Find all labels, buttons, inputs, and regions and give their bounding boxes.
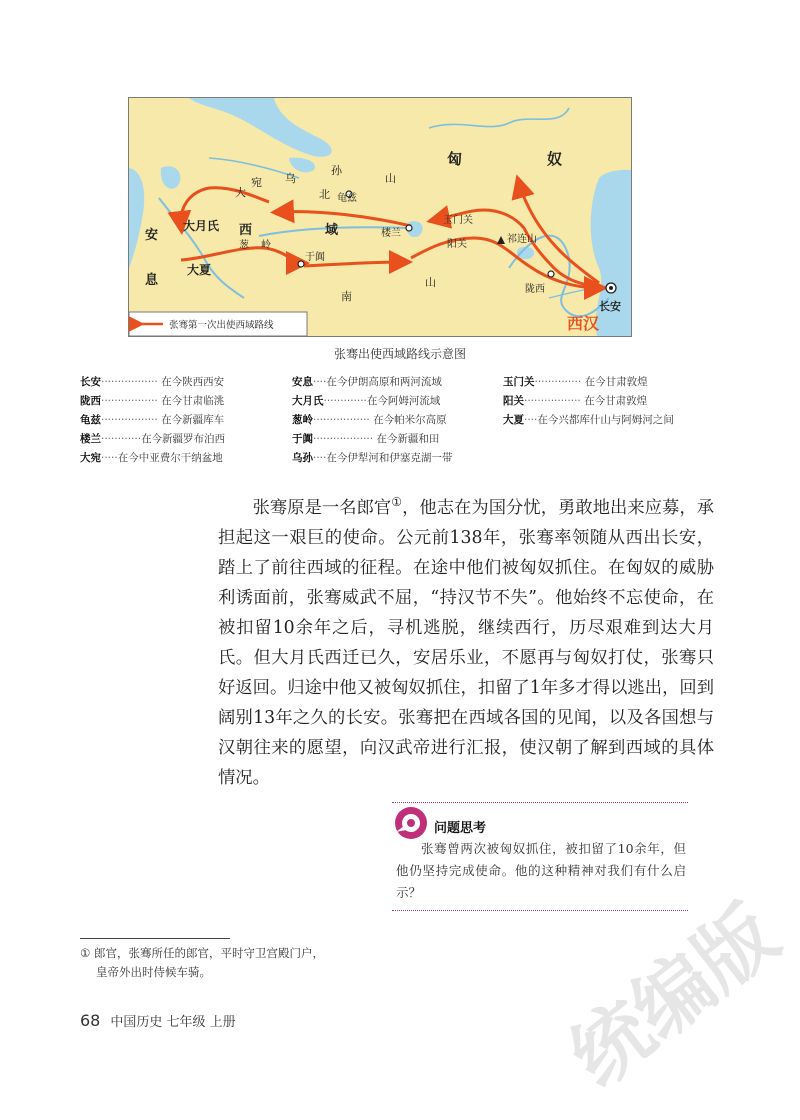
map-caption: 张骞出使西域路线示意图 bbox=[333, 347, 466, 361]
page-footer bbox=[80, 1011, 236, 1030]
footnote bbox=[80, 944, 400, 982]
label-congling-1: 葱 bbox=[239, 240, 249, 251]
glossary-row: 龟兹················· 在今新疆库车 bbox=[80, 414, 225, 426]
label-qiuci: 龟兹 bbox=[337, 193, 357, 204]
glossary-row: 长安················· 在今陕西西安 bbox=[80, 376, 225, 388]
paragraph-part-1: 张骞原是一名郎官 bbox=[252, 497, 392, 518]
route-map bbox=[128, 97, 632, 337]
glossary-row: 于阗·················· 在今新疆和田 bbox=[292, 433, 440, 445]
label-yangguan: 阳关 bbox=[447, 239, 467, 250]
label-dayuan-2: 宛 bbox=[251, 176, 262, 189]
label-xiyu-1: 西 bbox=[239, 223, 253, 238]
question-title: 问题思考 bbox=[434, 821, 487, 836]
label-daxia: 大夏 bbox=[187, 263, 212, 277]
watermark-text: 统编版 bbox=[554, 889, 795, 1105]
label-north: 北 bbox=[319, 188, 330, 201]
label-south: 南 bbox=[341, 290, 352, 303]
footnote-line-2: 皇帝外出时侍候车骑。 bbox=[96, 965, 211, 979]
glossary-row: 阳关················· 在今甘肃敦煌 bbox=[503, 395, 648, 407]
glossary-row: 安息····在今伊朗高原和两河流域 bbox=[292, 376, 442, 388]
glossary-row: 乌孙····在今伊犁河和伊塞克湖一带 bbox=[292, 452, 453, 464]
legend-label: 张骞第一次出使西域路线 bbox=[169, 320, 274, 331]
label-congling-2: 岭 bbox=[261, 240, 271, 251]
label-xiongnu-2: 奴 bbox=[547, 150, 563, 168]
longxi-marker bbox=[548, 271, 554, 277]
label-yutian: 于阗 bbox=[305, 252, 325, 263]
glossary-row: 陇西················· 在今甘肃临洮 bbox=[80, 395, 225, 407]
footnote-line-1: 郎官，张骞所任的郎官，平时守卫宫殿门户， bbox=[93, 946, 324, 960]
label-yumenguan: 玉门关 bbox=[443, 215, 473, 226]
glossary-column-1 bbox=[80, 373, 225, 468]
yutian-marker bbox=[298, 261, 304, 267]
label-dayuan-1: 大 bbox=[235, 186, 246, 199]
footnote-rule bbox=[80, 938, 230, 939]
loulan-marker bbox=[406, 225, 412, 231]
label-xihan: 西汉 bbox=[567, 314, 600, 333]
changan-marker-inner bbox=[609, 286, 613, 290]
glossary-row: 大宛·····在今中亚费尔干纳盆地 bbox=[80, 452, 223, 464]
glossary-row: 楼兰············在今新疆罗布泊西 bbox=[80, 433, 226, 445]
glossary-row: 大夏····在今兴都库什山与阿姆河之间 bbox=[503, 414, 674, 426]
label-changan: 长安 bbox=[599, 300, 621, 313]
book-title: 中国历史 七年级 上册 bbox=[110, 1015, 236, 1030]
question-text: 张骞曾两次被匈奴抓住，被扣留了10余年，但他仍坚持完成使命。他的这种精神对我们有什么启示？ bbox=[396, 841, 686, 900]
glossary-row: 玉门关·············· 在今甘肃敦煌 bbox=[503, 376, 648, 388]
label-anxi-1: 安 bbox=[145, 228, 159, 243]
label-loulan: 楼兰 bbox=[381, 228, 401, 239]
main-paragraph bbox=[218, 487, 714, 793]
label-wusun-3: 山 bbox=[385, 172, 396, 185]
route-map-graphic bbox=[129, 98, 631, 336]
map-land bbox=[129, 98, 631, 336]
label-wusun-2: 孙 bbox=[331, 164, 342, 177]
paragraph-part-2: ，他志在为国分忧，勇敢地出来应募，承担起这一艰巨的使命。公元前138年，张骞率领随从西出长安，踏上了前往西域的征程。在途中他们被匈奴抓住。在匈奴的威胁利诱面前，张骞威武不屈，“持汉节不失”。他始终不忘使命，在被扣留10余年之后，寻机逃脱，继续西行，历尽艰难到达大月氏。但大月氏西迁已久，安居乐业，不愿再与匈奴打仗，张骞只好返回。归途中他又被匈奴抓住，扣留了1年多才得以逃出，回到阔别13年之久的长安。张骞把在西域各国的见闻，以及各国想与汉朝往来的愿望，向汉武帝进行汇报，使汉朝了解到西域的具体情况。 bbox=[218, 497, 714, 788]
label-anxi-2: 息 bbox=[145, 273, 159, 288]
label-wusun-1: 乌 bbox=[285, 172, 296, 185]
glossary-column-2 bbox=[292, 373, 452, 468]
label-mountain: 山 bbox=[425, 276, 436, 289]
label-longxi: 陇西 bbox=[525, 284, 545, 295]
footnote-mark: ① bbox=[80, 946, 91, 960]
question-box-top-rule bbox=[392, 802, 688, 803]
question-icon bbox=[394, 806, 428, 840]
glossary-row: 大月氏·············在今阿姆河流域 bbox=[292, 395, 441, 407]
glossary-row: 葱岭················· 在今帕米尔高原 bbox=[292, 414, 447, 426]
watermark bbox=[510, 830, 800, 1120]
footnote-ref[interactable]: ① bbox=[391, 495, 403, 509]
page-number: 68 bbox=[80, 1011, 101, 1030]
label-qilianshan: 祁连山 bbox=[507, 234, 537, 245]
label-xiongnu-1: 匈 bbox=[447, 150, 463, 168]
label-xiyu-2: 域 bbox=[325, 223, 339, 238]
label-dayuezhi: 大月氏 bbox=[183, 219, 220, 233]
glossary-column-3 bbox=[503, 373, 674, 430]
